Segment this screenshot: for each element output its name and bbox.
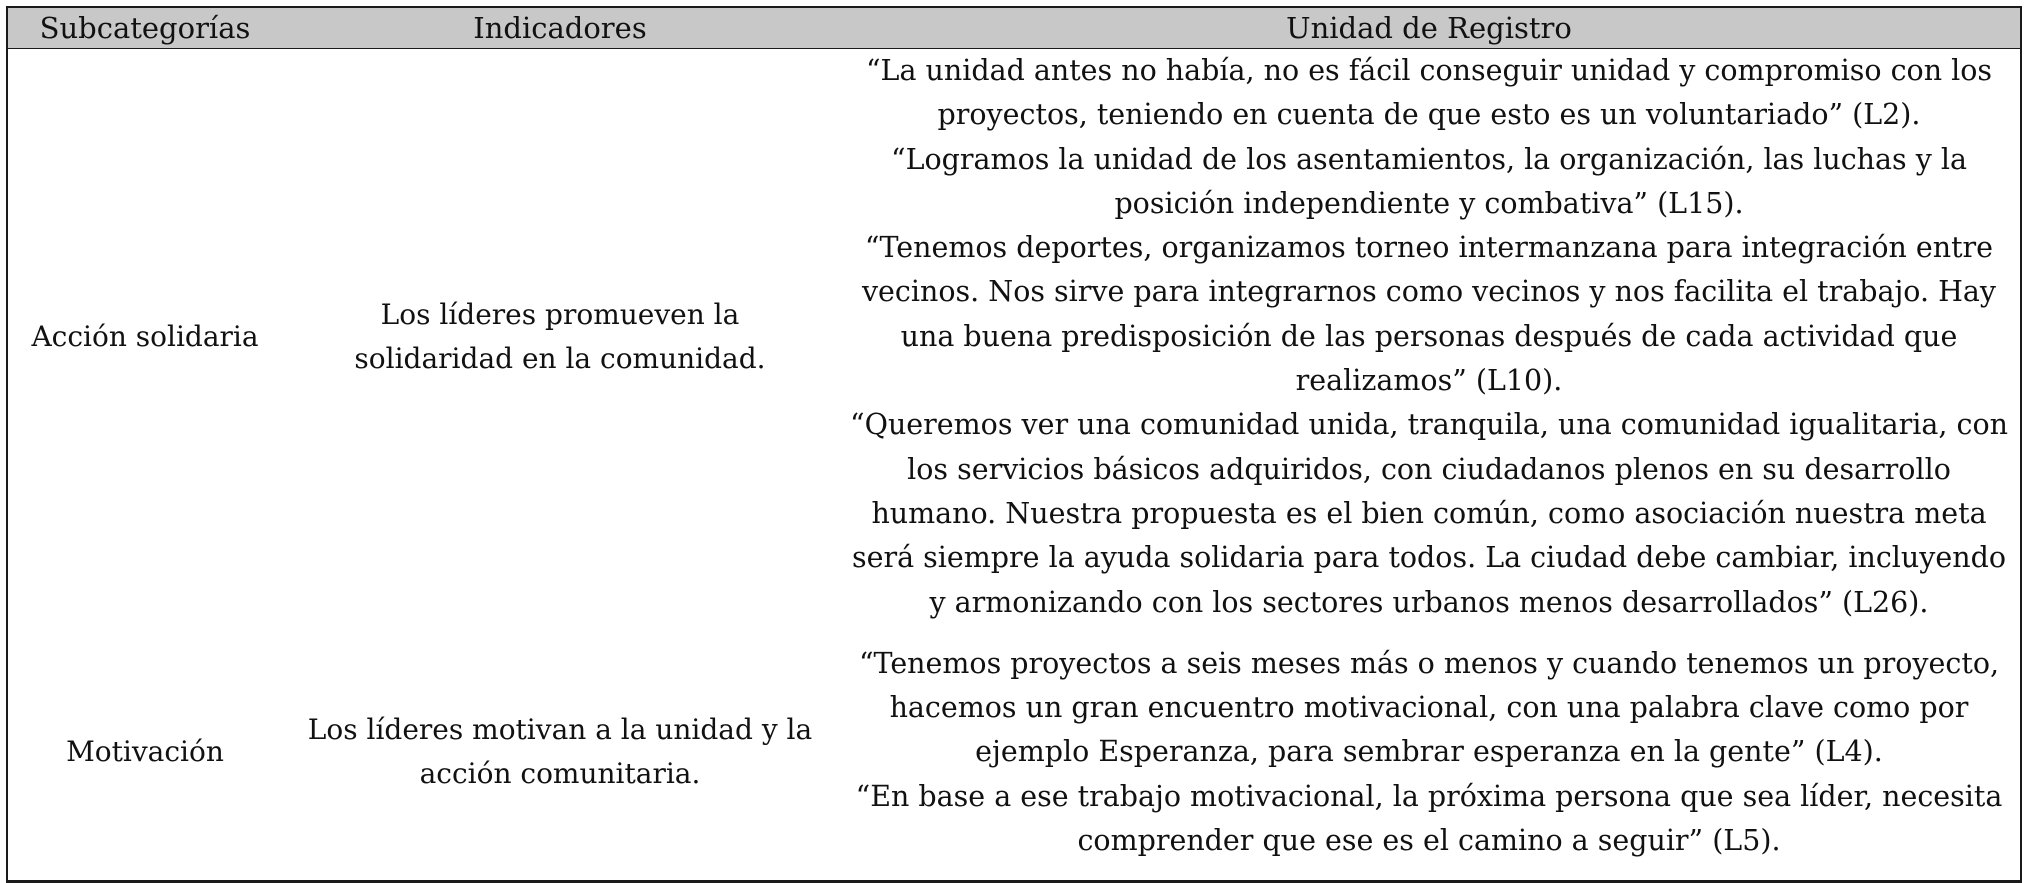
header-unidad-de-registro: Unidad de Registro <box>838 7 2021 49</box>
table-row <box>7 625 2021 882</box>
cell-indicador: Los líderes motivan a la unidad y la acción comunitaria. <box>307 713 813 791</box>
header-subcategorias: Subcategorías <box>7 7 282 49</box>
quote-text: “La unidad antes no había, no es fácil conseguir unidad y compromiso con los proyectos, teniendo en cuenta de que esto es un voluntariado” (L2). <box>865 54 1993 132</box>
table-header <box>7 7 2021 49</box>
quote-text: “Tenemos deportes, organizamos torneo intermanzana para integración entre vecinos. Nos sirve para integrarnos como vecinos y nos facilita el trabajo. Hay una buena predisposición de las personas después de cada actividad que realizamos” (L10). <box>861 231 1997 398</box>
cell-unidad-de-registro <box>838 49 2021 625</box>
quote-text: “Logramos la unidad de los asentamientos, la organización, las luchas y la posición independiente y combativa” (L15). <box>891 142 1967 220</box>
table-row <box>7 49 2021 625</box>
header-row <box>7 7 2021 49</box>
quote-text: “Queremos ver una comunidad unida, tranquila, una comunidad igualitaria, con los servicios básicos adquiridos, con ciudadanos plenos en su desarrollo humano. Nuestra propuesta es el bien común, como asociación nuestra meta será siempre la ayuda solidaria para todos. La ciudad debe cambiar, incluyendo y armonizando con los sectores urbanos menos desarrollados” (L26). <box>850 408 2008 619</box>
quote-text: “En base a ese trabajo motivacional, la próxima persona que sea líder, necesita comprender que ese es el camino a seguir” (L5). <box>855 779 2003 857</box>
cell-indicador: Los líderes promueven la solidaridad en la comunidad. <box>354 297 766 375</box>
data-table <box>6 6 2022 883</box>
cell-unidad-de-registro <box>838 625 2021 882</box>
table-body <box>7 49 2021 882</box>
header-indicadores: Indicadores <box>282 7 838 49</box>
cell-subcategoria: Acción solidaria <box>31 319 259 353</box>
cell-subcategoria: Motivación <box>66 735 224 769</box>
quote-text: “Tenemos proyectos a seis meses más o menos y cuando tenemos un proyecto, hacemos un gran encuentro motivacional, con una palabra clave como por ejemplo Esperanza, para sembrar esperanza en la gente” (L4). <box>858 646 2000 769</box>
